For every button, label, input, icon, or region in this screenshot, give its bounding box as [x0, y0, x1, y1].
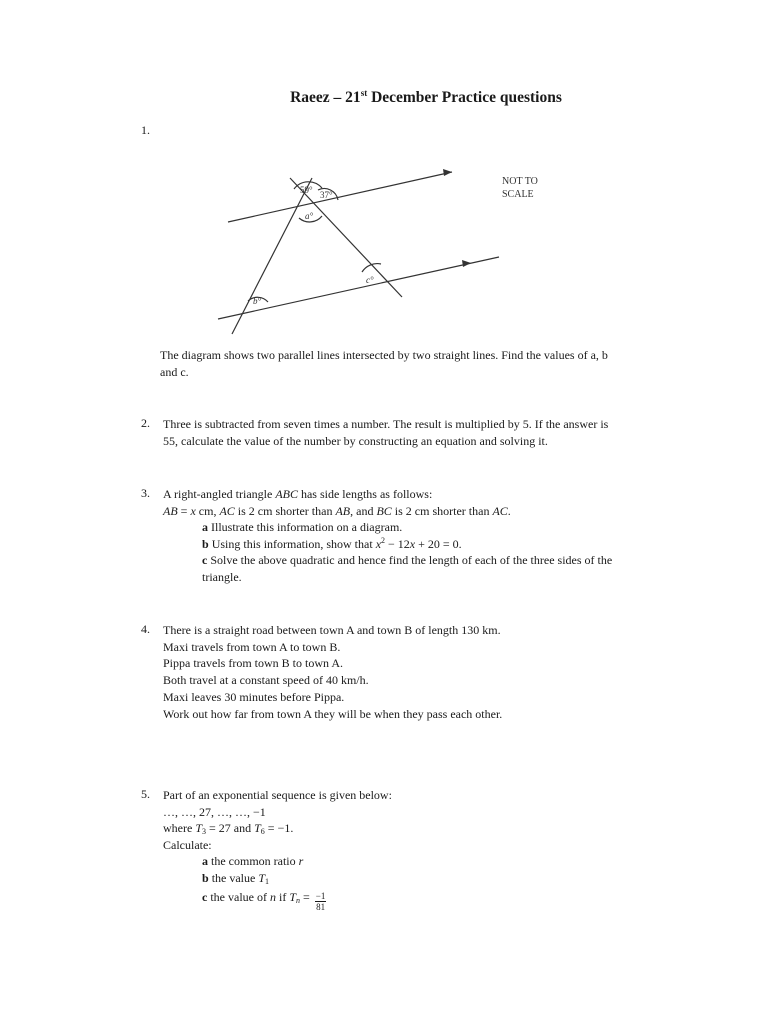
arrow-bottom — [462, 260, 471, 267]
fraction-minus-one-over-81: $\frac{-1}{81}$ — [315, 891, 326, 913]
not-to-scale-line2: SCALE — [502, 189, 534, 200]
parallel-line-top — [228, 172, 452, 222]
parallel-line-bottom — [218, 257, 499, 319]
question-2-text: Three is subtracted from seven times a number. The result is multiplied by 5. If the answer is 55, calculate the value of the number by constructing an equation and solving it. — [163, 417, 609, 448]
question-5-part-a: a the common ratio r — [202, 854, 304, 868]
not-to-scale-line1: NOT TO — [502, 176, 538, 187]
page-title: Raeez – 21st December Practice questions — [290, 88, 562, 106]
question-3-part-c-cont: triangle. — [202, 570, 242, 585]
question-5-parts — [202, 853, 326, 912]
question-4-text: There is a straight road between town A and town B of length 130 km. Maxi travels from town A to town B. Pippa travels from town B to town A. Both travel at a constant speed of 40 km/h. Maxi leaves 30 minutes before Pippa. Work out how far from town A they will be when they pass each other. — [163, 623, 503, 721]
angle-59-label: 59° — [300, 185, 313, 195]
question-3-text — [163, 486, 511, 519]
question-3-part-a: a Illustrate this information on a diagram. — [202, 520, 403, 534]
question-3-part-b: b Using this information, show that $x^2 - 12x + 20 = 0$. — [202, 535, 462, 551]
question-number-3: 3. — [141, 486, 150, 500]
angle-37-label: 37° — [320, 190, 333, 200]
question-3-parts — [202, 519, 612, 586]
transversal-left — [232, 178, 312, 334]
question-5-part-c: c the value of n if $T_n$ = $\frac{-1}{81}$ — [202, 890, 326, 913]
question-3-part-c: c Solve the above quadratic and hence find the length of each of the three sides of the — [202, 553, 613, 568]
question-number-2: 2. — [141, 416, 150, 430]
question-3-intro: A right-angled triangle ABC has side lengths as follows: — [163, 487, 433, 501]
arrow-top — [443, 169, 452, 176]
arc-c — [362, 264, 381, 272]
parallel-lines-diagram — [0, 0, 768, 360]
question-5-part-b: b the value $T_1$ — [202, 870, 270, 886]
angle-b-label: b° — [253, 296, 262, 306]
angle-c-label: c° — [366, 275, 374, 285]
question-number-1: 1. — [141, 123, 150, 137]
question-5-text: Part of an exponential sequence is given below: …, …, 27, …, …, −1 where $T_3 = 27$ and $T_6 = -1$. Calculate: — [163, 788, 392, 853]
question-3-sides: AB = x cm, AC is 2 cm shorter than AB, and BC is 2 cm shorter than AC. — [163, 503, 511, 518]
question-1-text: The diagram shows two parallel lines intersected by two straight lines. Find the values of a, b and c. — [160, 348, 608, 379]
question-number-4: 4. — [141, 622, 150, 636]
question-number-5: 5. — [141, 787, 150, 801]
angle-a-label: a° — [305, 211, 314, 221]
question-5-where: where $T_3 = 27$ and $T_6 = -1$. — [163, 821, 294, 837]
